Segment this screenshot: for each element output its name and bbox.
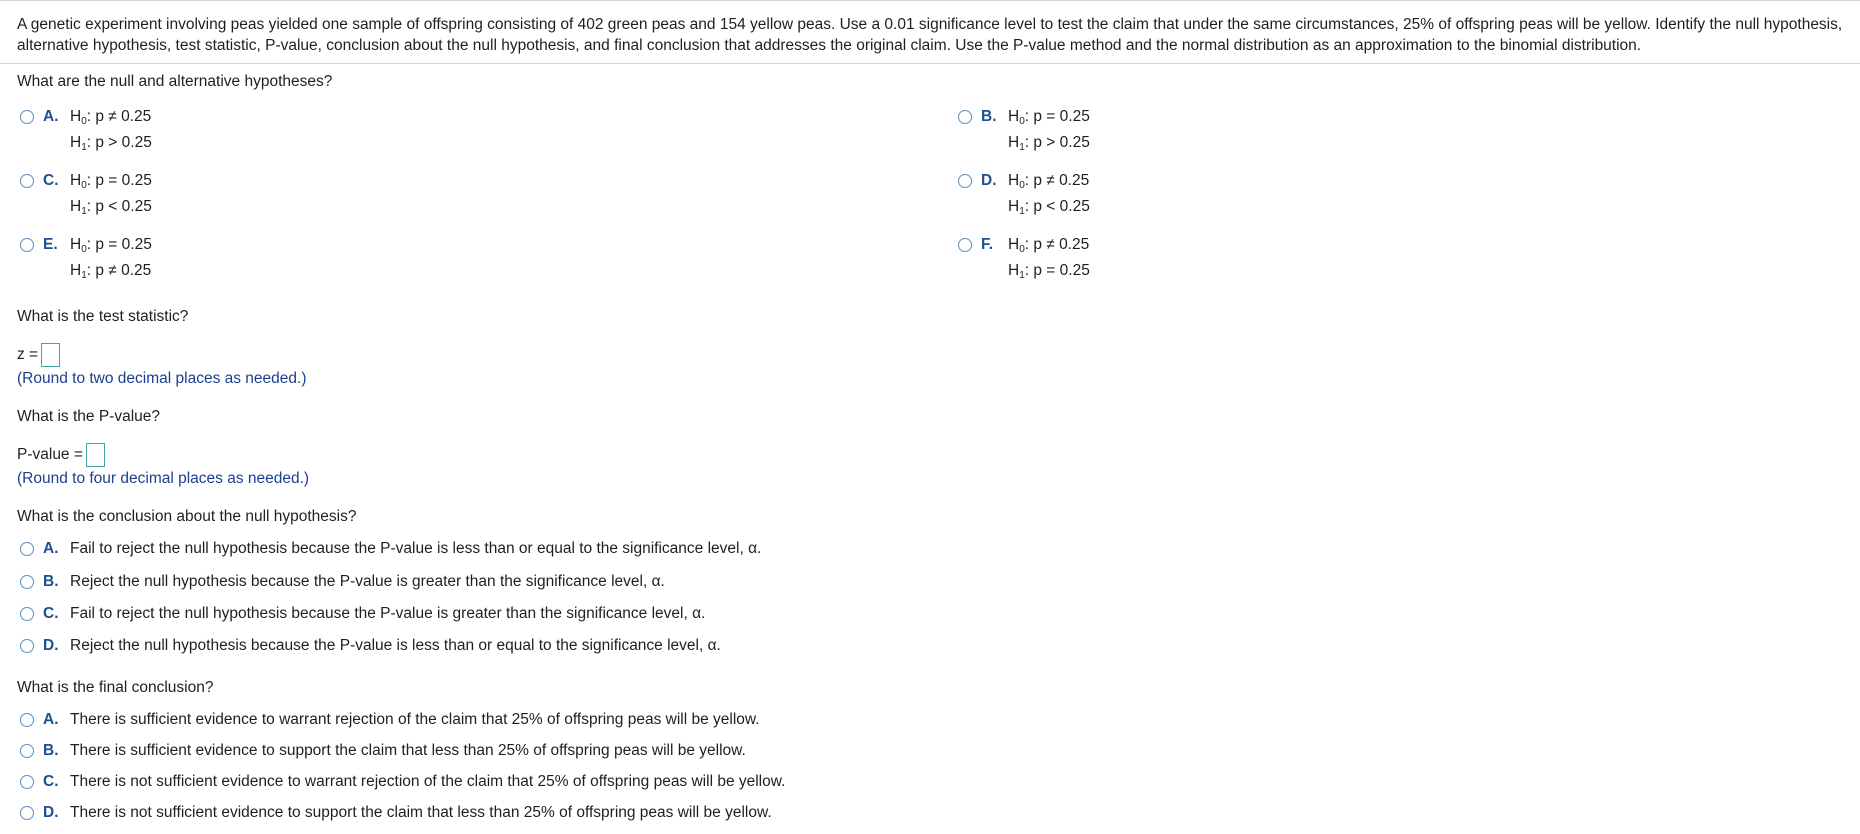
- null-hypothesis: $H_0$: p = 0.25: [70, 172, 152, 191]
- option-letter: D.: [43, 804, 59, 821]
- null-hypothesis: $H_0$: p ≠ 0.25: [70, 108, 152, 127]
- option-letter: F.: [981, 236, 994, 253]
- option-letter: A.: [43, 108, 59, 125]
- question-p-value: What is the P-value?: [17, 408, 161, 425]
- null-conclusion-option-d[interactable]: [20, 636, 721, 656]
- radio-button[interactable]: [958, 174, 972, 188]
- top-divider: [0, 0, 1860, 1]
- option-letter: B.: [43, 573, 59, 590]
- radio-button[interactable]: [958, 238, 972, 252]
- hypothesis-option-a[interactable]: [20, 107, 152, 156]
- option-letter: B.: [43, 742, 59, 759]
- question-hypotheses: What are the null and alternative hypotheses?: [17, 73, 333, 90]
- alternative-hypothesis: $H_1$: p > 0.25: [1008, 134, 1090, 153]
- final-conclusion-option-b[interactable]: [20, 741, 746, 761]
- radio-button[interactable]: [20, 238, 34, 252]
- option-letter: A.: [43, 711, 59, 728]
- radio-button[interactable]: [20, 174, 34, 188]
- option-letter: E.: [43, 236, 58, 253]
- radio-button[interactable]: [20, 575, 34, 589]
- p-value-row: [17, 443, 105, 467]
- z-label: z =: [17, 346, 39, 363]
- test-statistic-row: [17, 343, 60, 367]
- hypothesis-option-d[interactable]: [958, 171, 1090, 220]
- option-text: Fail to reject the null hypothesis because the P-value is less than or equal to the significance level, α.: [70, 540, 762, 557]
- hypothesis-option-e[interactable]: [20, 235, 152, 284]
- option-text: Reject the null hypothesis because the P-value is less than or equal to the significance level, α.: [70, 637, 721, 654]
- radio-button[interactable]: [20, 806, 34, 820]
- z-rounding-hint: (Round to two decimal places as needed.): [17, 370, 307, 387]
- null-hypothesis: $H_0$: p ≠ 0.25: [1008, 172, 1090, 191]
- null-conclusion-option-b[interactable]: [20, 572, 665, 592]
- alternative-hypothesis: $H_1$: p = 0.25: [1008, 262, 1090, 281]
- option-letter: D.: [43, 637, 59, 654]
- p-value-input[interactable]: [86, 443, 105, 467]
- hypothesis-option-b[interactable]: [958, 107, 1090, 156]
- null-hypothesis: $H_0$: p ≠ 0.25: [1008, 236, 1090, 255]
- radio-button[interactable]: [20, 713, 34, 727]
- null-hypothesis: $H_0$: p = 0.25: [70, 236, 152, 255]
- null-conclusion-option-c[interactable]: [20, 604, 705, 624]
- radio-button[interactable]: [958, 110, 972, 124]
- question-test-statistic: What is the test statistic?: [17, 308, 189, 325]
- null-hypothesis: $H_0$: p = 0.25: [1008, 108, 1090, 127]
- option-letter: C.: [43, 172, 59, 189]
- alternative-hypothesis: $H_1$: p < 0.25: [1008, 198, 1090, 217]
- option-text: Reject the null hypothesis because the P-value is greater than the significance level, α.: [70, 573, 665, 590]
- option-letter: C.: [43, 605, 59, 622]
- radio-button[interactable]: [20, 110, 34, 124]
- question-null-conclusion: What is the conclusion about the null hypothesis?: [17, 508, 357, 525]
- option-text: There is not sufficient evidence to warrant rejection of the claim that 25% of offspring peas will be yellow.: [70, 773, 786, 790]
- option-text: There is not sufficient evidence to support the claim that less than 25% of offspring peas will be yellow.: [70, 804, 772, 821]
- hypothesis-option-c[interactable]: [20, 171, 152, 220]
- section-divider: [0, 63, 1860, 64]
- radio-button[interactable]: [20, 775, 34, 789]
- null-conclusion-option-a[interactable]: [20, 539, 761, 559]
- alternative-hypothesis: $H_1$: p ≠ 0.25: [70, 262, 152, 281]
- option-text: There is sufficient evidence to warrant rejection of the claim that 25% of offspring peas will be yellow.: [70, 711, 760, 728]
- problem-statement: A genetic experiment involving peas yielded one sample of offspring consisting of 402 green peas and 154 yellow peas. Use a 0.01 significance level to test the claim that under the same circumstances, 25% of offspring peas will be yellow. Identify the null hypothesis, alternative hypothesis, test statistic, P-value, conclusion about the null hypothesis, and final conclusion that addresses the original claim. Use the P-value method and the normal distribution as an approximation to the binomial distribution.: [17, 16, 1843, 54]
- z-input[interactable]: [41, 343, 60, 367]
- radio-button[interactable]: [20, 607, 34, 621]
- question-final-conclusion: What is the final conclusion?: [17, 679, 214, 696]
- option-text: There is sufficient evidence to support the claim that less than 25% of offspring peas will be yellow.: [70, 742, 746, 759]
- alternative-hypothesis: $H_1$: p < 0.25: [70, 198, 152, 217]
- p-value-rounding-hint: (Round to four decimal places as needed.): [17, 470, 310, 487]
- final-conclusion-option-d[interactable]: [20, 803, 772, 823]
- option-letter: B.: [981, 108, 997, 125]
- option-letter: A.: [43, 540, 59, 557]
- p-value-label: P-value =: [17, 446, 83, 463]
- final-conclusion-option-c[interactable]: [20, 772, 785, 792]
- option-letter: C.: [43, 773, 59, 790]
- radio-button[interactable]: [20, 744, 34, 758]
- option-text: Fail to reject the null hypothesis because the P-value is greater than the significance level, α.: [70, 605, 706, 622]
- radio-button[interactable]: [20, 639, 34, 653]
- option-letter: D.: [981, 172, 997, 189]
- hypothesis-option-f[interactable]: [958, 235, 1090, 284]
- radio-button[interactable]: [20, 542, 34, 556]
- alternative-hypothesis: $H_1$: p > 0.25: [70, 134, 152, 153]
- final-conclusion-option-a[interactable]: [20, 710, 760, 730]
